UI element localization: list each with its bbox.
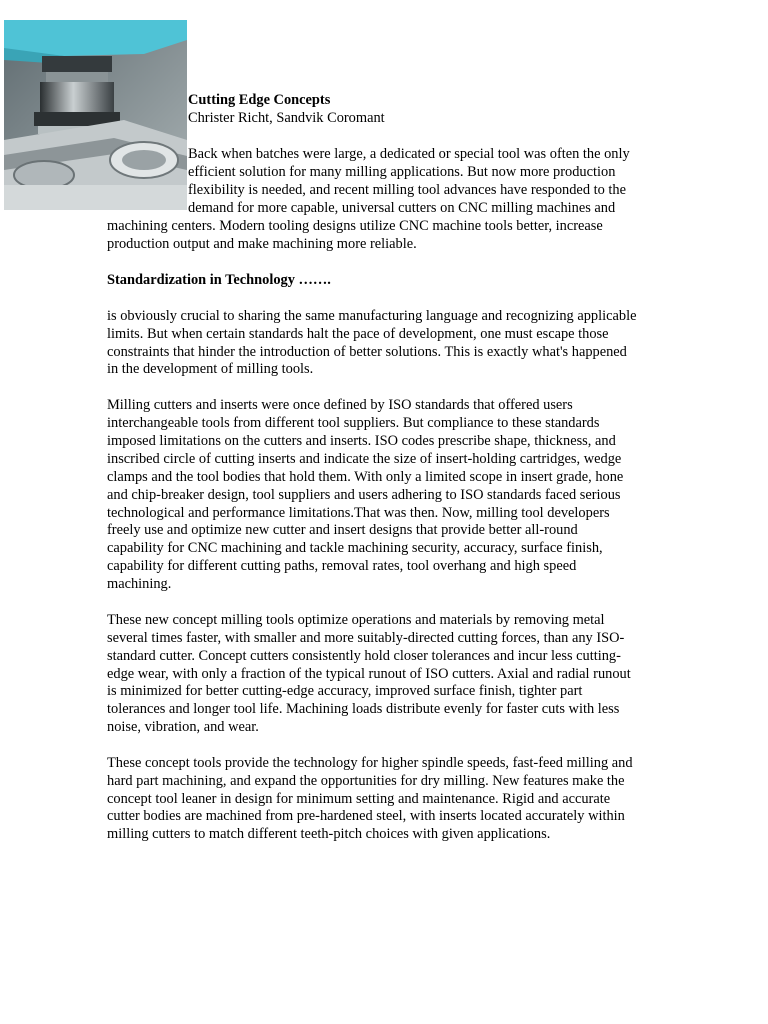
milling-cutter-photo — [4, 20, 187, 210]
paragraph-line: limits. But when certain standards halt the pace of development, one must escape those — [107, 326, 609, 342]
intro-line: efficient solution for many milling applications. But now more production — [188, 164, 616, 180]
paragraph-line: several times faster, with smaller and more suitably-directed cutting forces, than any ISO- — [107, 630, 625, 646]
paragraph-line: constraints that hinder the introduction of better solutions. This is exactly what's happened — [107, 344, 627, 360]
paragraph-line: in the development of milling tools. — [107, 361, 314, 377]
paragraph-line: capability for CNC machining and tackle machining security, accuracy, surface finish, — [107, 540, 603, 556]
intro-line: machining centers. Modern tooling designs utilize CNC machine tools better, increase — [107, 218, 603, 234]
paragraph-line: clamps and the tool bodies that hold them. With only a limited scope in insert grade, hone — [107, 469, 624, 485]
intro-line: flexibility is needed, and recent milling tool advances have responded to the — [188, 182, 626, 198]
paragraph-line: interchangeable tools from different tool suppliers. But compliance to these standards — [107, 415, 600, 431]
paragraph-line: edge wear, with only a fraction of the typical runout of ISO cutters. Axial and radial runout — [107, 666, 631, 682]
paragraph-line: cutter bodies are machined from pre-hardened steel, with inserts located accurately within — [107, 808, 625, 824]
paragraph-line: concept tool leaner in design for minimum setting and maintenance. Rigid and accurate — [107, 791, 611, 807]
paragraph-line: machining. — [107, 576, 172, 592]
intro-line: demand for more capable, universal cutters on CNC milling machines and — [188, 200, 616, 216]
paragraph-line: technological and performance limitations.That was then. Now, milling tool developers — [107, 505, 610, 521]
paragraph-line: tolerances and longer tool life. Machining loads distribute evenly for faster cuts with less — [107, 701, 620, 717]
paragraph-line: These concept tools provide the technology for higher spindle speeds, fast-feed milling and — [107, 755, 633, 771]
paragraph-line: and chip-breaker design, tool suppliers and users adhering to ISO standards faced serious — [107, 487, 621, 503]
paragraph-line: milling cutters to match different teeth-pitch choices with given applications. — [107, 826, 551, 842]
paragraph-line: standard cutter. Concept cutters consistently hold closer tolerances and incur less cutting- — [107, 648, 621, 664]
paragraph-line: Milling cutters and inserts were once defined by ISO standards that offered users — [107, 397, 573, 413]
paragraph-line: is minimized for better cutting-edge accuracy, improved surface finish, tighter part — [107, 683, 583, 699]
intro-line: production output and make machining more reliable. — [107, 236, 417, 252]
paragraph-line: freely use and optimize new cutter and insert designs that provide better all-round — [107, 522, 578, 538]
paragraph-line: inscribed circle of cutting inserts and indicate the size of insert-holding cartridges, wedge — [107, 451, 622, 467]
paragraph-line: is obviously crucial to sharing the same manufacturing language and recognizing applicable — [107, 308, 637, 324]
article-author: Christer Richt, Sandvik Coromant — [188, 110, 385, 126]
intro-line: Back when batches were large, a dedicated or special tool was often the only — [188, 146, 630, 162]
paragraph-line: capability for different cutting paths, removal rates, tool overhang and high speed — [107, 558, 577, 574]
paragraph-line: These new concept milling tools optimize operations and materials by removing metal — [107, 612, 605, 628]
paragraph-line: noise, vibration, and wear. — [107, 719, 259, 735]
paragraph-line: hard part machining, and expand the opportunities for dry milling. New features make the — [107, 773, 625, 789]
article-title: Cutting Edge Concepts — [188, 92, 331, 108]
paragraph-line: imposed limitations on the cutters and inserts. ISO codes prescribe shape, thickness, and — [107, 433, 616, 449]
section-heading: Standardization in Technology ……. — [107, 272, 331, 288]
